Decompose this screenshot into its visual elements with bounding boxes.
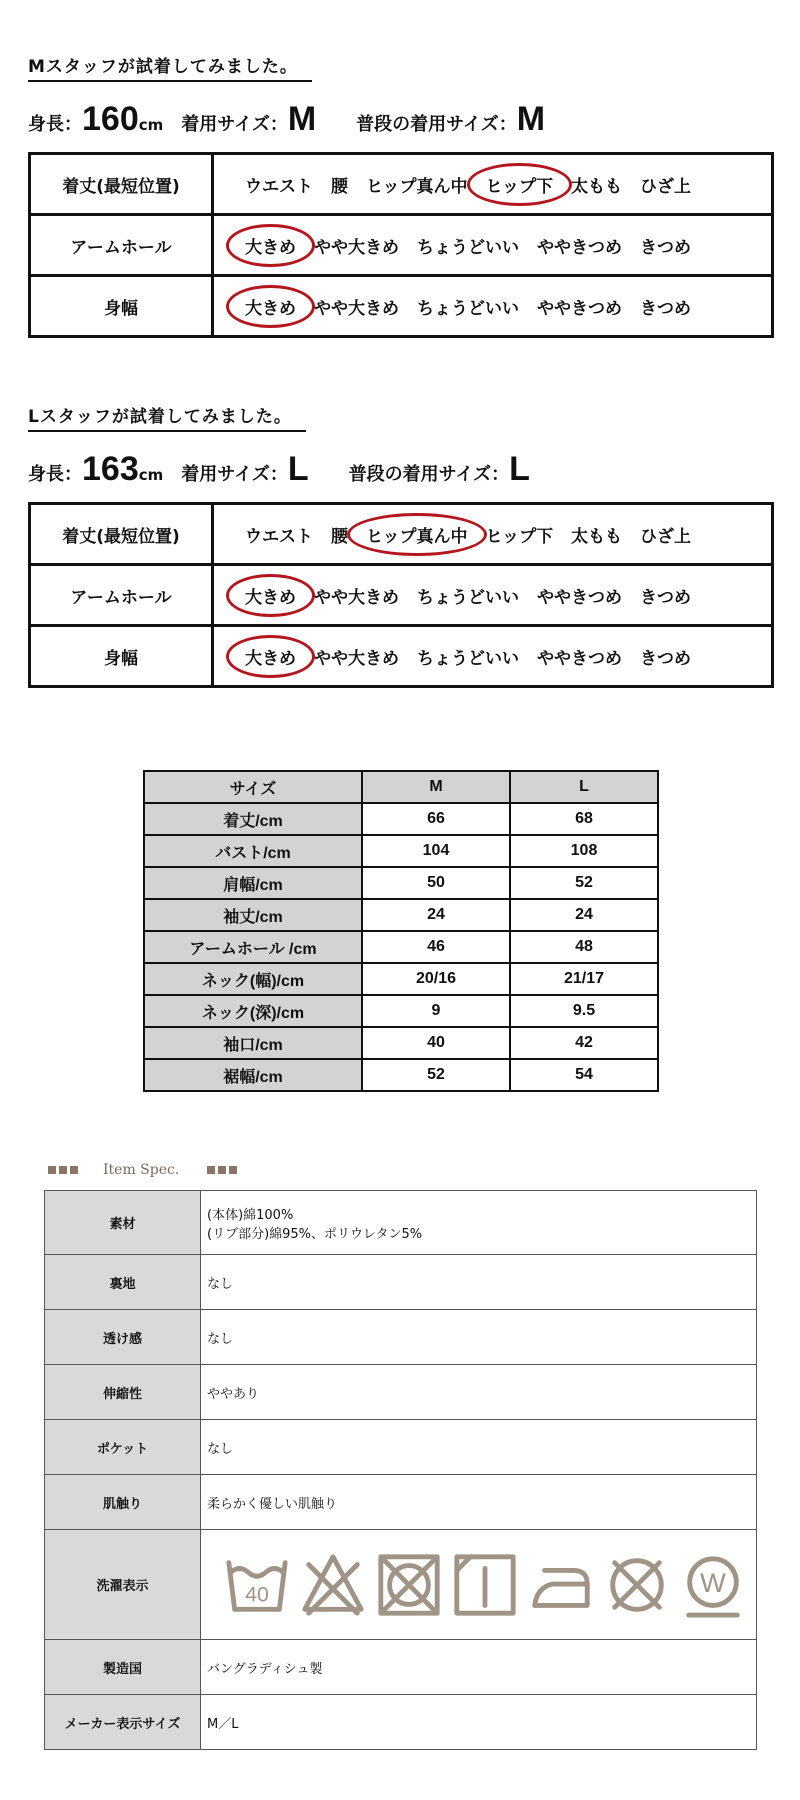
fit-option: ややきつめ [537,648,622,669]
square-icon [70,1166,78,1174]
m-staff-section [28,52,774,319]
fit-options [213,565,773,626]
spec-row [45,1365,757,1420]
size-value: 46 [362,931,510,963]
size-value: 104 [362,835,510,867]
spec-value-line: 柔らかく優しい肌触り [207,1496,338,1512]
size-header-row [144,771,658,803]
size-row [144,931,658,963]
spec-value [201,1640,757,1695]
spec-value-line: (本体)綿100% [207,1207,294,1223]
size-value: 24 [362,899,510,931]
spec-key: 素材 [45,1191,201,1255]
spec-value-line: なし [207,1276,234,1292]
size-row [144,899,658,931]
size-value: 108 [510,835,658,867]
wear-size-value: L [287,450,309,488]
spec-value-line: ややあり [207,1386,260,1402]
fit-option: ウエスト [245,526,313,547]
fit-option-selected: ヒップ真ん中 [357,522,477,547]
height-unit: cm [138,466,164,484]
item-spec-table [44,1190,757,1750]
size-value: 50 [362,867,510,899]
size-value: 24 [510,899,658,931]
square-icon [218,1166,226,1174]
fit-row-label: 着丈(最短位置) [30,154,213,215]
fit-option: 腰 [331,176,348,197]
m-fit-table [28,152,774,338]
fit-row [30,276,773,337]
spec-row [45,1420,757,1475]
height-unit: cm [138,116,164,134]
spec-key: 伸縮性 [45,1365,201,1420]
no-dry-clean-icon [603,1548,671,1622]
wear-size-label: 着用サイズ： [181,114,288,135]
size-value: 9.5 [510,995,658,1027]
size-row [144,867,658,899]
fit-row [30,626,773,687]
fit-option: やや大きめ [314,237,399,258]
size-row [144,995,658,1027]
fit-options [213,626,773,687]
size-measure-label: 袖口/cm [144,1027,362,1059]
size-value: 42 [510,1027,658,1059]
square-icon [229,1166,237,1174]
fit-option: ややきつめ [537,298,622,319]
fit-options [213,276,773,337]
fit-option: きつめ [640,648,691,669]
svg-text:W: W [700,1566,726,1598]
fit-row-label: アームホール [30,565,213,626]
wash-40-icon [223,1548,291,1622]
fit-option: ややきつめ [537,587,622,608]
fit-option: ちょうどいい [417,237,519,258]
fit-option: ヒップ真ん中 [366,176,468,197]
spec-value-line: バングラディシュ製 [207,1661,323,1677]
fit-option: ウエスト [245,176,313,197]
iron-low-icon [527,1548,595,1622]
size-measure-label: 裾幅/cm [144,1059,362,1091]
size-value: 20/16 [362,963,510,995]
spec-row [45,1191,757,1255]
spec-value [201,1695,757,1750]
height-value: 160 [82,100,139,138]
line-dry-shade-icon [451,1548,519,1622]
spec-row [45,1640,757,1695]
size-measure-label: バスト/cm [144,835,362,867]
fit-options [213,504,773,565]
usual-size-label: 普段の着用サイズ： [356,114,517,135]
size-value: 52 [362,1059,510,1091]
m-staff-measurements [28,100,774,144]
square-icon [207,1166,215,1174]
l-staff-heading: Lスタッフが試着してみました。 [28,402,306,432]
fit-options [213,215,773,276]
size-value: 21/17 [510,963,658,995]
spec-key: 透け感 [45,1310,201,1365]
size-row [144,803,658,835]
spec-value-line: M／L [207,1716,239,1732]
size-measure-label: アームホール /cm [144,931,362,963]
wash-icons [207,1548,756,1622]
wet-clean-icon [679,1548,747,1622]
fit-option: きつめ [640,298,691,319]
size-header-cell: M [362,771,510,803]
spec-row [45,1475,757,1530]
wear-size-value: M [287,100,317,138]
fit-option: やや大きめ [314,648,399,669]
fit-option-selected: 大きめ [236,294,305,319]
fit-option: ちょうどいい [417,648,519,669]
fit-option-selected: 大きめ [236,583,305,608]
height-label: 身長： [28,464,82,485]
fit-option: 太もも [571,526,622,547]
spec-value [201,1191,757,1255]
fit-option-selected: 大きめ [236,644,305,669]
spec-value-line: なし [207,1331,234,1347]
spec-value [201,1530,757,1640]
size-table [143,770,659,1092]
spec-row [45,1255,757,1310]
spec-key: 裏地 [45,1255,201,1310]
spec-value-line: なし [207,1441,234,1457]
fit-row [30,154,773,215]
spec-value [201,1475,757,1530]
spec-key: メーカー表示サイズ [45,1695,201,1750]
size-row [144,1059,658,1091]
size-value: 68 [510,803,658,835]
item-spec-heading [48,1162,240,1178]
svg-text:40: 40 [245,1582,269,1607]
fit-row-label: 身幅 [30,626,213,687]
size-value: 54 [510,1059,658,1091]
fit-option: やや大きめ [314,587,399,608]
fit-option: ひざ上 [640,176,691,197]
no-tumble-dry-icon [375,1548,443,1622]
fit-option: ややきつめ [537,237,622,258]
size-row [144,963,658,995]
fit-option: ちょうどいい [417,587,519,608]
l-staff-section [28,402,774,669]
fit-option: やや大きめ [314,298,399,319]
spec-key: ポケット [45,1420,201,1475]
fit-row-label: 着丈(最短位置) [30,504,213,565]
height-value: 163 [82,450,139,488]
fit-row [30,565,773,626]
size-measure-label: ネック(深)/cm [144,995,362,1027]
size-measure-label: 着丈/cm [144,803,362,835]
size-value: 9 [362,995,510,1027]
fit-option: ひざ上 [640,526,691,547]
item-spec-title: Item Spec. [103,1162,180,1178]
fit-option: 腰 [331,526,348,547]
size-measure-label: 肩幅/cm [144,867,362,899]
size-value: 48 [510,931,658,963]
spec-value-line: (リブ部分)綿95%、ポリウレタン5% [207,1226,423,1242]
fit-option: きつめ [640,237,691,258]
spec-value [201,1365,757,1420]
square-icon [48,1166,56,1174]
spec-value [201,1310,757,1365]
fit-row [30,215,773,276]
fit-option: 太もも [571,176,622,197]
no-bleach-icon [299,1548,367,1622]
size-value: 66 [362,803,510,835]
fit-option-selected: 大きめ [236,233,305,258]
spec-row [45,1530,757,1640]
fit-options [213,154,773,215]
usual-size-value: L [509,450,530,488]
square-icon [59,1166,67,1174]
size-header-cell: L [510,771,658,803]
size-measure-label: ネック(幅)/cm [144,963,362,995]
spec-key: 洗濯表示 [45,1530,201,1640]
spec-row [45,1310,757,1365]
spec-key: 肌触り [45,1475,201,1530]
spec-key: 製造国 [45,1640,201,1695]
fit-option: ヒップ下 [485,526,553,547]
fit-row-label: 身幅 [30,276,213,337]
size-row [144,1027,658,1059]
size-measure-label: 袖丈/cm [144,899,362,931]
size-value: 52 [510,867,658,899]
spec-row [45,1695,757,1750]
fit-option: ちょうどいい [417,298,519,319]
fit-row-label: アームホール [30,215,213,276]
spec-value [201,1255,757,1310]
l-fit-table [28,502,774,688]
fit-row [30,504,773,565]
size-row [144,835,658,867]
height-label: 身長： [28,114,82,135]
fit-option: きつめ [640,587,691,608]
usual-size-value: M [516,100,546,138]
wear-size-label: 着用サイズ： [181,464,288,485]
spec-value [201,1420,757,1475]
m-staff-heading: Mスタッフが試着してみました。 [28,52,312,82]
l-staff-measurements [28,450,774,494]
size-value: 40 [362,1027,510,1059]
fit-option-selected: ヒップ下 [477,172,563,197]
size-header-cell: サイズ [144,771,362,803]
usual-size-label: 普段の着用サイズ： [348,464,510,485]
